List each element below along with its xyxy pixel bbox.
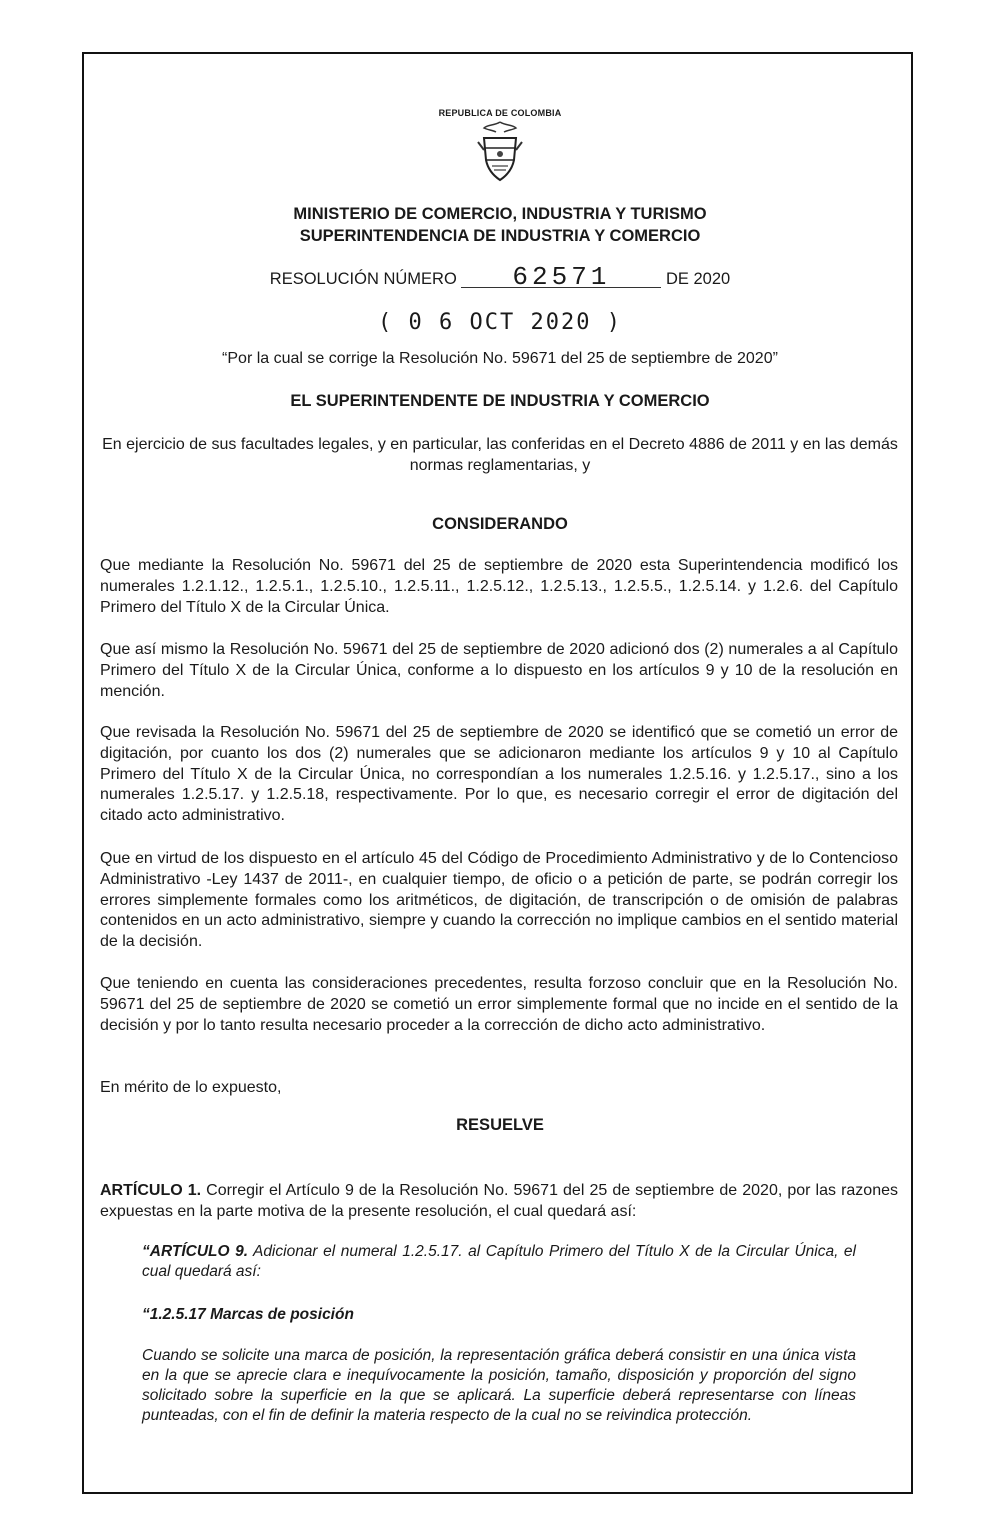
article-1-label: ARTÍCULO 1. xyxy=(100,1182,202,1199)
considerando-paragraph: Que teniendo en cuenta las consideraciones precedentes, resulta forzoso concluir que en la Resolución No. 59671 del 25 de septiembre de 2020 se cometió un error simplemente formal que no incide en el sentido de la decisión y por lo tanto resulta necesario proceder a la corrección de dicho acto administrativo. xyxy=(100,975,898,1034)
resolution-subtitle: “Por la cual se corrige la Resolución No. 59671 del 25 de septiembre de 2020” xyxy=(222,350,778,367)
considerando-heading: CONSIDERANDO xyxy=(432,515,568,533)
considerando-paragraph: Que en virtud de los dispuesto en el artículo 45 del Código de Procedimiento Administrativo y de lo Contencioso Administrativo -Ley 1437 de 2011-, en cualquier tiempo, de oficio o a petición de parte, se podrán corregir los errores simplemente formales como los aritméticos, de digitación, de transcripción o de omisión de palabras contenidos en un acto administrativo, siempre y cuando la corrección no implique cambios en el sentido material de la decisión. xyxy=(100,850,898,951)
stamped-date: ( 0 6 OCT 2020 ) xyxy=(378,310,622,335)
considerando-paragraph: En mérito de lo expuesto, xyxy=(100,1079,282,1096)
quoted-article-label: “ARTÍCULO 9. xyxy=(142,1243,249,1260)
resolution-label: RESOLUCIÓN NÚMERO xyxy=(269,270,457,288)
superintendence-name: SUPERINTENDENCIA DE INDUSTRIA Y COMERCIO xyxy=(299,227,701,245)
quoted-article-9 xyxy=(142,1242,856,1282)
ministry-name: MINISTERIO DE COMERCIO, INDUSTRIA Y TURISMO xyxy=(293,205,707,223)
coat-of-arms-icon xyxy=(474,120,526,187)
article-1 xyxy=(100,1181,898,1223)
article-1-text: Corregir el Artículo 9 de la Resolución No. 59671 del 25 de septiembre de 2020, por las razones expuestas en la parte motiva de la presente resolución, el cual quedará así: xyxy=(100,1182,898,1220)
authority-heading: EL SUPERINTENDENTE DE INDUSTRIA Y COMERCIO xyxy=(290,392,710,410)
resolution-line xyxy=(0,262,1000,292)
resolution-year: DE 2020 xyxy=(666,270,731,288)
country-label: REPUBLICA DE COLOMBIA xyxy=(438,108,562,118)
exercise-paragraph: En ejercicio de sus facultades legales, y en particular, las conferidas en el Decreto 4886 de 2011 y en las demás normas reglamentarias, y xyxy=(102,436,898,474)
resolution-number: 62571 xyxy=(461,267,661,288)
considerando-paragraph: Que así mismo la Resolución No. 59671 del 25 de septiembre de 2020 adicionó dos (2) numerales a al Capítulo Primero del Título X de la Circular Única, conforme a lo dispuesto en los artículos 9 y 10 de la resolución en mención. xyxy=(100,641,898,700)
considerando-paragraph: Que revisada la Resolución No. 59671 del 25 de septiembre de 2020 se identificó que se cometió un error de digitación, por cuanto los dos (2) numerales que se adicionaron mediante los artículos 9 y 10 al Capítulo Primero del Título X de la Circular Única, no correspondían a los numerales 1.2.5.16. y 1.2.5.17., sino a los numerales 1.2.5.17. y 1.2.5.18, respectivamente. Por lo que, es necesario corregir el error de digitación del citado acto administrativo. xyxy=(100,724,898,825)
quoted-article-text: Adicionar el numeral 1.2.5.17. al Capítulo Primero del Título X de la Circular Única, el cual quedará así: xyxy=(142,1243,856,1280)
considerando-paragraph: Que mediante la Resolución No. 59671 del 25 de septiembre de 2020 esta Superintendencia modificó los numerales 1.2.1.12., 1.2.5.1., 1.2.5.10., 1.2.5.11., 1.2.5.12., 1.2.5.13., 1.2.5.5., 1.2.5.14. y 1.2.6. del Capítulo Primero del Título X de la Circular Única. xyxy=(100,557,898,616)
resuelve-heading: RESUELVE xyxy=(456,1116,544,1134)
numeral-text: Cuando se solicite una marca de posición, la representación gráfica deberá consistir en una única vista en la que se aprecie clara e inequívocamente la posición, tamaño, disposición y proporción del signo solicitado sobre la superficie en la que se aplicará. La superficie deberá representarse con líneas punteadas, con el fin de definir la materia respecto de la cual no se reivindica protección. xyxy=(142,1347,856,1424)
numeral-title: “1.2.5.17 Marcas de posición xyxy=(142,1306,354,1323)
